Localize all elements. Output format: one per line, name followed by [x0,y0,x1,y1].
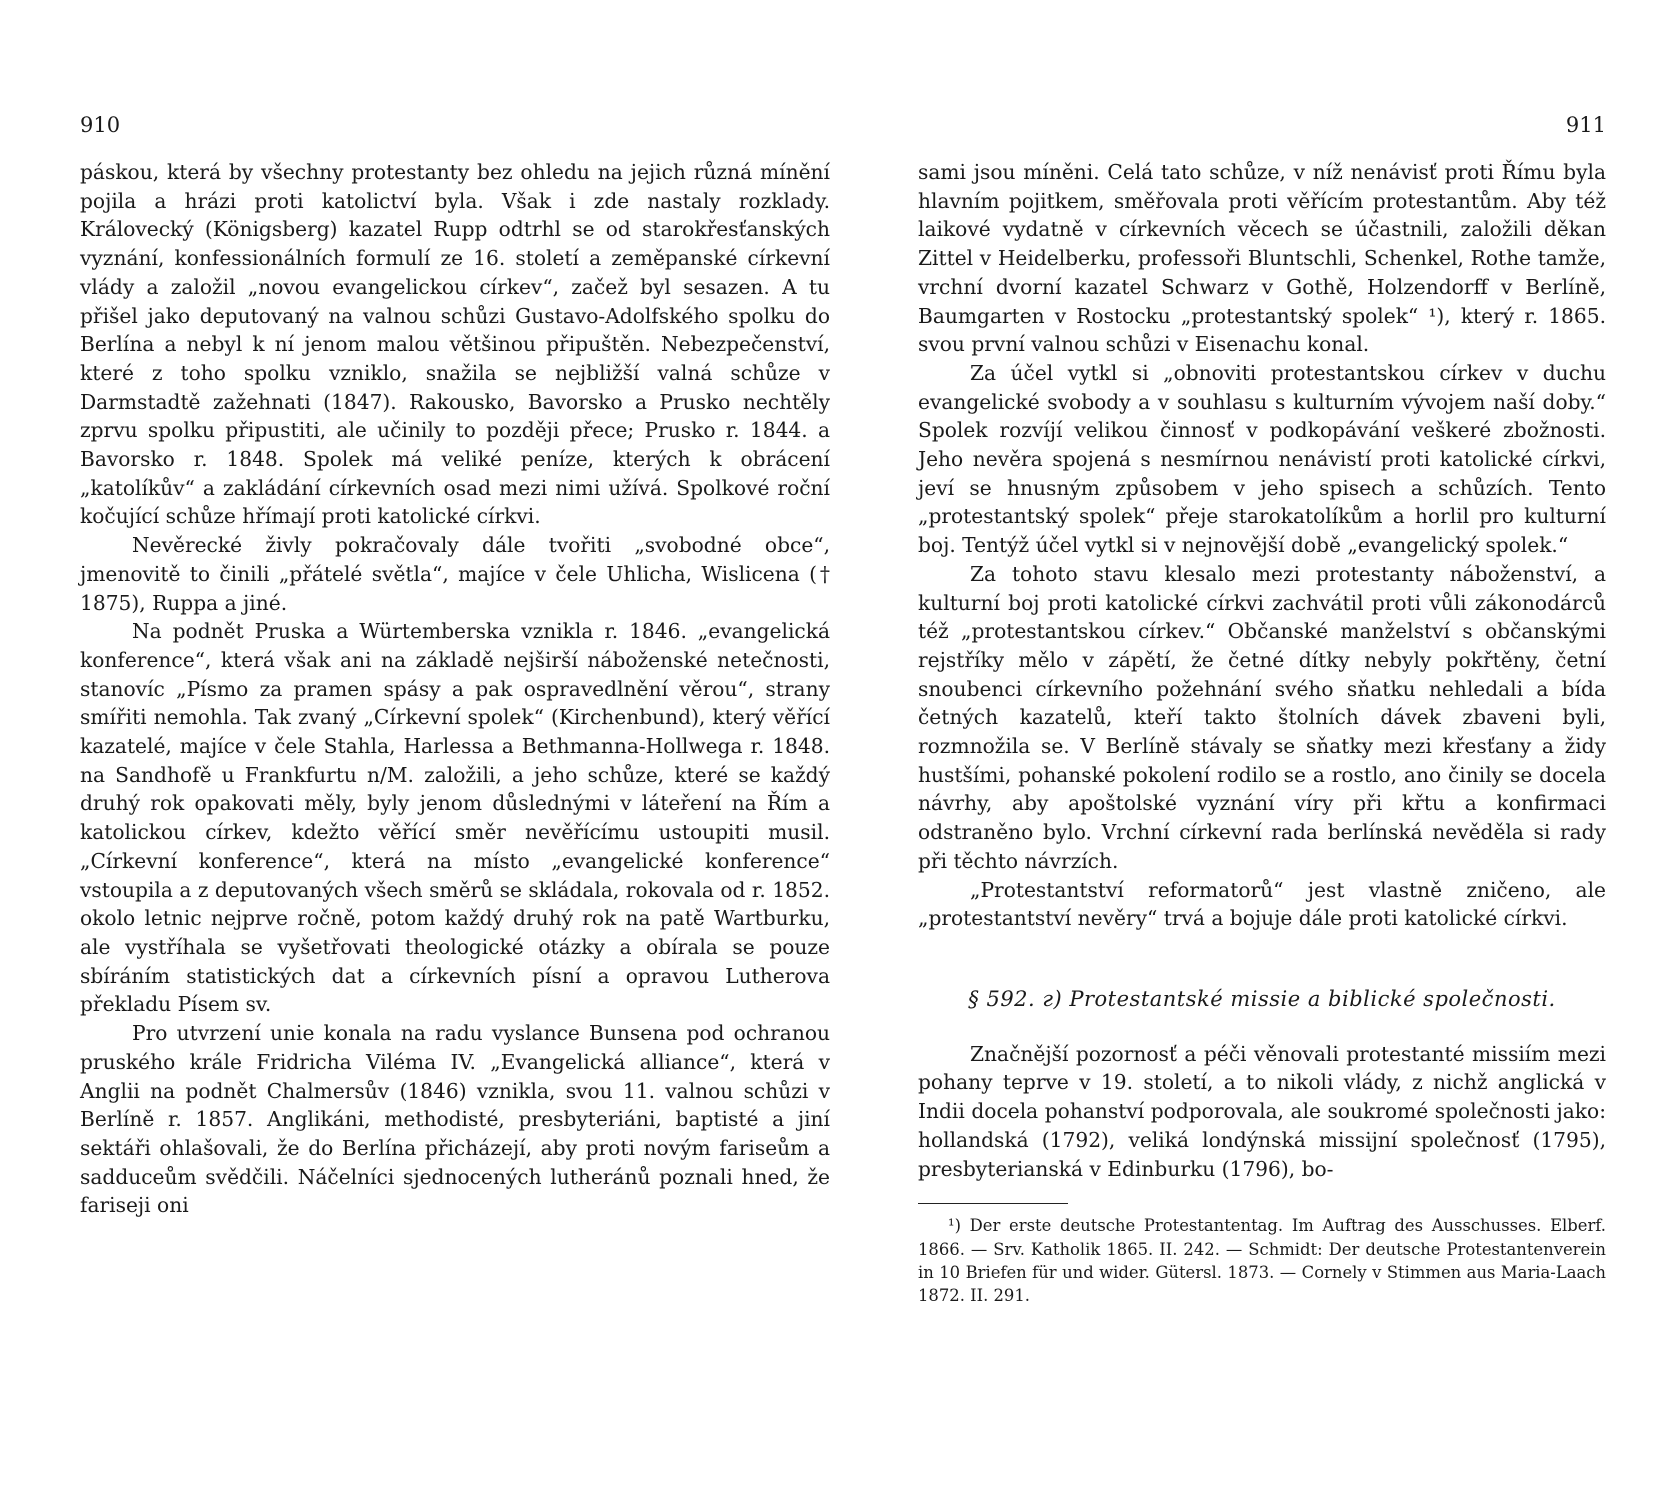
paragraph: sami jsou míněni. Celá tato schůze, v níž nenávisť proti Římu byla hlavním pojitkem, směřovala proti věřícím protestantům. Aby též laikové vydatně v církevních věcech se účastnili, založili děkan Zittel v Heidelberku, professoři Bluntschli, Schenkel, Rothe tamže, vrchní dvorní kazatel Schwarz v Gothě, Holzendorff v Berlíně, Baumgarten v Rostocku „protestantský spolek“ ¹), který r. 1865. svou první valnou schůzi v Eisenachu konal. [918,160,1606,357]
paragraph: Za tohoto stavu klesalo mezi protestanty náboženství, a kulturní boj proti katolické církvi zachvátil proti vůli zákonodárců též „protestantskou církev.“ Občanské manželství s občanskými rejstříky mělo v zápětí, že četné dítky nebyly pokřtěny, četní snoubenci církevního požehnání svého sňatku nehledali a bída četných kazatelů, kteří takto štolních dávek zbaveni byli, rozmnožila se. V Berlíně stávaly se sňatky mezi křesťany a židy hustšími, pohanské pokolení rodilo se a rostlo, ano činily se docela návrhy, aby apoštolské vyznání víry při křtu a konfirmaci odstraněno bylo. Vrchní církevní rada berlínská nevěděla si rady při těchto návrzích. [918,561,1606,873]
paragraph: Na podnět Pruska a Würtemberska vznikla r. 1846. „evangelická konference“, která však ani na základě nejširší náboženské netečnosti, stanovíc „Písmo za pramen spásy a pak ospravedlnění věrou“, strany smířiti nemohla. Tak zvaný „Církevní spolek“ (Kirchenbund), který věřící kazatelé, majíce v čele Stahla, Harlessa a Bethmanna-Hollwega r. 1848. na Sandhofě u Frankfurtu n/M. založili, a jeho schůze, které se každý druhý rok opakovati měly, byly jenom důslednými v láteření na Řím a katolickou církev, kdežto věřící směr nevěřícímu ustoupiti musil. „Církevní konference“, která na místo „evangelické konference“ vstoupila a z deputovaných všech směrů se skládala, rokovala od r. 1852. okolo letnic nejprve ročně, potom každý druhý rok na patě Wartburku, ale vystříhala se vyšetřovati theologické otázky a obírala se pouze sbíráním statistických dat a církevních písní a opravou Lutherova překladu Písem sv. [80,619,830,1017]
paragraph: Nevěrecké živly pokračovaly dále tvořiti „svobodné obce“, jmenovitě to činili „přátelé světla“, majíce v čele Uhlicha, Wislicena († 1875), Ruppa a jiné. [80,533,830,615]
page-number-right: 911 [1565,113,1606,137]
paragraph: „Protestantství reformatorů“ jest vlastně zničeno, ale „protestantství nevěry“ trvá a bojuje dále proti katolické církvi. [918,877,1606,931]
page-number-left: 910 [80,113,121,137]
right-page-text [918,158,1606,1308]
footnote-divider [918,1203,1068,1204]
paragraph: Za účel vytkl si „obnoviti protestantskou církev v duchu evangelické svobody a v souhlasu s kulturním vývojem naší doby.“ Spolek rozvíjí velikou činnosť v podkopávání veškeré zbožnosti. Jeho nevěra spojená s nesmírnou nenávistí proti katolické církvi, jeví se hnusným způsobem v jeho spisech a schůzích. Tento „protestantský spolek“ přeje starokatolíkům a horlil pro kulturní boj. Tentýž účel vytkl si v nejnovější době „evangelický spolek.“ [918,360,1606,558]
paragraph: Značnější pozornosť a péči věnovali protestanté missiím mezi pohany teprve v 19. století, a to nikoli vlády, z nichž anglická v Indii docela pohanství podporovala, ale soukromé společnosti jako: hollandská (1792), veliká londýnská missijní společnosť (1795), presbyterianská v Edinburku (1796), bo- [918,1041,1606,1181]
section-heading: § 592. г) Protestantské missie a biblické společnosti. [968,986,1556,1011]
paragraph: páskou, která by všechny protestanty bez ohledu na jejich různá mínění pojila a hrázi proti katolictví byla. Však i zde nastaly rozklady. Královecký (Königsberg) kazatel Rupp odtrhl se od starokřesťanských vyznání, konfessionálních formulí ze 16. století a zeměpanské církevní vlády a založil „novou evangelickou církev“, začež byl sesazen. A tu přišel jako deputovaný na valnou schůzi Gustavo-Adolfského spolku do Berlína a nebyl k ní jenom malou většinou připuštěn. Nebezpečenství, které z toho spolku vzniklo, snažila se nejbližší valná schůze v Darmstadtě zažehnati (1847). Rakousko, Bavorsko a Prusko nechtěly zprvu spolku připustiti, ale učinily to později přece; Prusko r. 1844. a Bavorsko r. 1848. Spolek má veliké peníze, kterých k obrácení „katolíkův“ a zakládání církevních osad mezi nimi užívá. Spolkové roční kočující schůze hřímají proti katolické církvi. [80,160,830,529]
paragraph: Pro utvrzení unie konala na radu vyslance Bunsena pod ochranou pruského krále Fridricha Viléma IV. „Evangelická alliance“, která v Anglii na podnět Chalmersův (1846) vznikla, svou 11. valnou schůzi v Berlíně r. 1857. Anglikáni, methodisté, presbyteriáni, baptisté a jiní sektáři ohlašovali, že do Berlína přicházejí, aby proti novým fariseům a sadduceům svědčili. Náčelníci sjednocených lutheránů poznali hned, že fariseji oni [80,1021,830,1218]
footnote: ¹) Der erste deutsche Protestantentag. Im Auftrag des Ausschusses. Elberf. 1866. — Srv. Katholik 1865. II. 242. — Schmidt: Der deutsche Protestantenverein in 10 Briefen für und wider. Gütersl. 1873. — Cornely v Stimmen aus Maria-Laach 1872. II. 291. [918,1216,1606,1306]
left-page-text [80,158,830,1220]
